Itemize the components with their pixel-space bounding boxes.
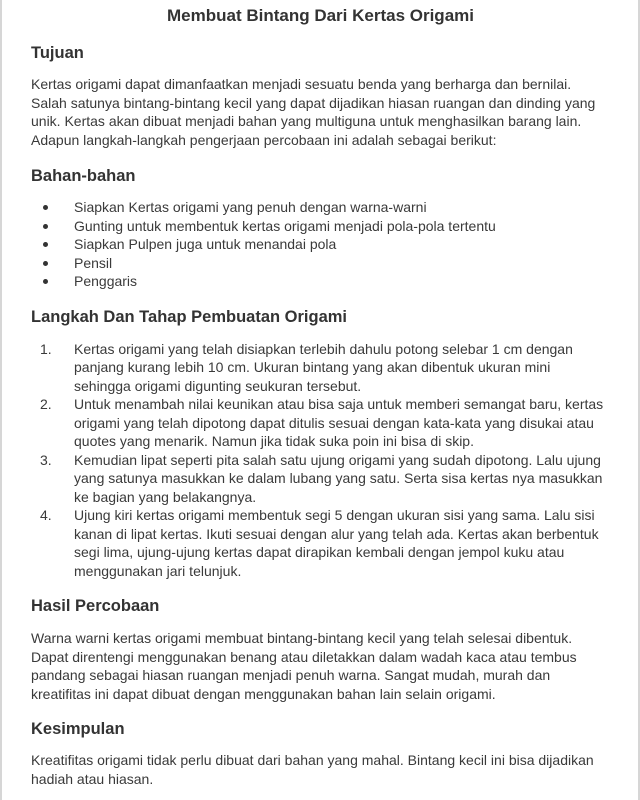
step-item (31, 395, 610, 451)
section-heading-hasil: Hasil Percobaan (31, 597, 160, 615)
list-item (31, 235, 610, 254)
section-heading-tujuan: Tujuan (31, 44, 84, 62)
step-item (31, 451, 610, 507)
hasil-paragraph: Warna warni kertas origami membuat bintang-bintang kecil yang telah selesai dibentuk. Dapat direntengi menggunakan benang atau diletakkan dalam wadah kaca atau tembus pandang sebagai hiasan ruangan menjadi penuh warna. Sangat mudah, murah dan kreatifitas ini dapat dibuat dengan menggunakan bahan lain selain origami. (31, 630, 577, 702)
list-item (31, 217, 610, 236)
steps-list (31, 340, 610, 581)
list-item (31, 272, 610, 291)
list-item-text: Siapkan Kertas origami yang penuh dengan warna-warni (74, 199, 427, 215)
step-number: 3. (40, 451, 52, 468)
step-number: 4. (40, 507, 52, 523)
list-item-text: Pensil (74, 254, 113, 271)
section-heading-bahan: Bahan-bahan (31, 167, 136, 185)
step-text: Kertas origami yang telah disiapkan terlebih dahulu potong selebar 1 cm dengan panjang kurang lebih 10 cm. Ukuran bintang yang akan dibentuk ukuran mini sehingga origami digunting seukuran tersebut. (74, 340, 573, 394)
document-title: Membuat Bintang Dari Kertas Origami (166, 6, 474, 25)
list-item (31, 254, 610, 273)
bullet-icon (43, 224, 48, 229)
step-number: 1. (40, 340, 52, 357)
step-number: 2. (40, 396, 52, 412)
list-item-text: Siapkan Pulpen juga untuk menandai pola (74, 236, 337, 252)
list-item-text: Penggaris (74, 273, 138, 289)
step-item (31, 340, 610, 396)
bullet-icon (43, 205, 48, 210)
step-text: Ujung kiri kertas origami membentuk segi 5 dengan ukuran sisi yang sama. Lalu sisi kanan di lipat kertas. Ikuti sesuai dengan alur yang telah ada. Kertas akan berbentuk segi lima, ujung-ujung kertas dapat dirapikan kembali dengan jempol kuku atau menggunakan jari telunjuk. (74, 507, 599, 579)
kesimpulan-paragraph: Kreatifitas origami tidak perlu dibuat dari bahan yang mahal. Bintang kecil ini bisa dijadikan hadiah atau hiasan. (31, 752, 594, 787)
list-item-text: Gunting untuk membentuk kertas origami menjadi pola-pola tertentu (74, 217, 496, 234)
step-text: Untuk menambah nilai keunikan atau bisa saja untuk memberi semangat baru, kertas origami yang telah dipotong dapat ditulis sesuai dengan kata-kata yang disukai atau quotes yang menarik. Namun jika tidak suka poin ini bisa di skip. (74, 396, 604, 449)
step-item (31, 506, 610, 580)
bullet-icon (43, 261, 48, 266)
materials-list (31, 198, 610, 291)
section-heading-langkah: Langkah Dan Tahap Pembuatan Origami (31, 307, 348, 326)
list-item (31, 198, 610, 217)
tujuan-paragraph: Kertas origami dapat dimanfaatkan menjadi sesuatu benda yang berharga dan bernilai. Salah satunya bintang-bintang kecil yang dapat dijadikan hiasan ruangan dan dinding yang unik. Kertas akan dibuat menjadi bahan yang multiguna untuk menghasilkan barang lain. Adapun langkah-langkah pengerjaan percobaan ini adalah sebagai berikut: (31, 76, 596, 148)
step-text: Kemudian lipat seperti pita salah satu ujung origami yang sudah dipotong. Lalu ujung yang satunya masukkan ke dalam lubang yang satu. Serta sisa kertas nya masukkan ke bagian yang belakangnya. (74, 451, 603, 505)
bullet-icon (43, 279, 48, 284)
bullet-icon (43, 242, 48, 247)
section-heading-kesimpulan: Kesimpulan (31, 720, 125, 738)
